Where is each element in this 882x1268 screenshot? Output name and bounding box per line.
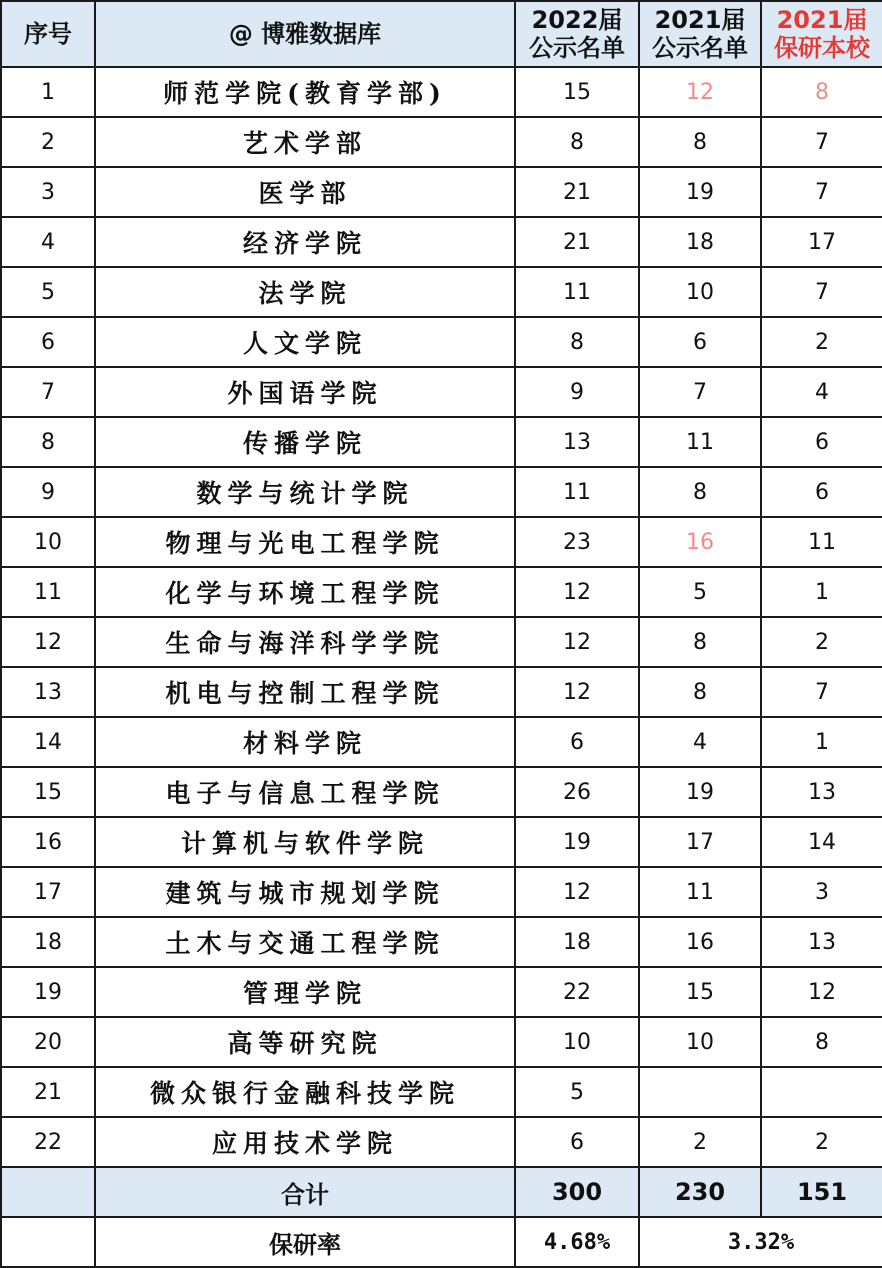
table-row bbox=[1, 767, 882, 817]
table-row bbox=[1, 867, 882, 917]
count-2021: 10 bbox=[639, 267, 761, 317]
department-name: 数学与统计学院 bbox=[95, 467, 515, 517]
count-2021-own-school: 8 bbox=[761, 67, 882, 117]
count-2021: 16 bbox=[639, 517, 761, 567]
row-number: 7 bbox=[1, 367, 95, 417]
row-number: 16 bbox=[1, 817, 95, 867]
total-2021-own: 151 bbox=[761, 1167, 882, 1217]
department-name: 高等研究院 bbox=[95, 1017, 515, 1067]
table-row bbox=[1, 267, 882, 317]
table-row bbox=[1, 117, 882, 167]
department-name: 材料学院 bbox=[95, 717, 515, 767]
count-2022: 12 bbox=[515, 567, 639, 617]
count-2022: 26 bbox=[515, 767, 639, 817]
count-2022: 21 bbox=[515, 167, 639, 217]
row-number: 20 bbox=[1, 1017, 95, 1067]
count-2021-own-school bbox=[761, 1067, 882, 1117]
count-2021-own-school: 11 bbox=[761, 517, 882, 567]
count-2021-own-school: 6 bbox=[761, 417, 882, 467]
header-2021-line1: 2021届 bbox=[654, 6, 746, 34]
total-empty-cell bbox=[1, 1167, 95, 1217]
count-2022: 10 bbox=[515, 1017, 639, 1067]
total-2021: 230 bbox=[639, 1167, 761, 1217]
department-name: 化学与环境工程学院 bbox=[95, 567, 515, 617]
count-2021: 11 bbox=[639, 867, 761, 917]
count-2021: 4 bbox=[639, 717, 761, 767]
count-2022: 21 bbox=[515, 217, 639, 267]
header-seq: 序号 bbox=[1, 1, 95, 67]
count-2021-own-school: 1 bbox=[761, 717, 882, 767]
row-number: 1 bbox=[1, 67, 95, 117]
department-name: 机电与控制工程学院 bbox=[95, 667, 515, 717]
table-row bbox=[1, 367, 882, 417]
count-2022: 18 bbox=[515, 917, 639, 967]
table-row bbox=[1, 167, 882, 217]
count-2021: 8 bbox=[639, 117, 761, 167]
count-2021: 2 bbox=[639, 1117, 761, 1167]
count-2021-own-school: 13 bbox=[761, 917, 882, 967]
count-2021-own-school: 6 bbox=[761, 467, 882, 517]
header-2021-own-line2: 保研本校 bbox=[774, 34, 870, 62]
table-row bbox=[1, 667, 882, 717]
count-2022: 6 bbox=[515, 717, 639, 767]
row-number: 10 bbox=[1, 517, 95, 567]
department-name: 法学院 bbox=[95, 267, 515, 317]
header-2021-list bbox=[639, 1, 761, 67]
department-name: 建筑与城市规划学院 bbox=[95, 867, 515, 917]
header-row bbox=[1, 1, 882, 67]
count-2021: 6 bbox=[639, 317, 761, 367]
department-name: 物理与光电工程学院 bbox=[95, 517, 515, 567]
row-number: 18 bbox=[1, 917, 95, 967]
count-2022: 23 bbox=[515, 517, 639, 567]
count-2021: 7 bbox=[639, 367, 761, 417]
row-number: 14 bbox=[1, 717, 95, 767]
rate-row bbox=[1, 1217, 882, 1267]
count-2021-own-school: 2 bbox=[761, 617, 882, 667]
count-2022: 8 bbox=[515, 117, 639, 167]
department-name: 生命与海洋科学学院 bbox=[95, 617, 515, 667]
count-2021: 5 bbox=[639, 567, 761, 617]
count-2021-own-school: 1 bbox=[761, 567, 882, 617]
rate-empty-cell bbox=[1, 1217, 95, 1267]
header-2021-own-line1: 2021届 bbox=[776, 6, 868, 34]
table-row bbox=[1, 717, 882, 767]
header-dept: @ 博雅数据库 bbox=[95, 1, 515, 67]
table-row bbox=[1, 1017, 882, 1067]
table-row bbox=[1, 317, 882, 367]
count-2021-own-school: 8 bbox=[761, 1017, 882, 1067]
department-name: 土木与交通工程学院 bbox=[95, 917, 515, 967]
department-name: 医学部 bbox=[95, 167, 515, 217]
table-row bbox=[1, 217, 882, 267]
department-name: 传播学院 bbox=[95, 417, 515, 467]
count-2021-own-school: 14 bbox=[761, 817, 882, 867]
count-2022: 12 bbox=[515, 867, 639, 917]
rate-label: 保研率 bbox=[95, 1217, 515, 1267]
count-2022: 13 bbox=[515, 417, 639, 467]
row-number: 13 bbox=[1, 667, 95, 717]
table-row bbox=[1, 617, 882, 667]
department-name: 微众银行金融科技学院 bbox=[95, 1067, 515, 1117]
table-row bbox=[1, 817, 882, 867]
count-2022: 15 bbox=[515, 67, 639, 117]
total-row bbox=[1, 1167, 882, 1217]
count-2021-own-school: 2 bbox=[761, 1117, 882, 1167]
total-label: 合计 bbox=[95, 1167, 515, 1217]
row-number: 3 bbox=[1, 167, 95, 217]
count-2021: 8 bbox=[639, 617, 761, 667]
count-2021-own-school: 17 bbox=[761, 217, 882, 267]
count-2021-own-school: 7 bbox=[761, 267, 882, 317]
table-row bbox=[1, 467, 882, 517]
count-2021: 19 bbox=[639, 767, 761, 817]
header-2021-own-school bbox=[761, 1, 882, 67]
header-2022-line1: 2022届 bbox=[531, 6, 623, 34]
count-2021: 8 bbox=[639, 667, 761, 717]
table-row bbox=[1, 417, 882, 467]
table-row bbox=[1, 1067, 882, 1117]
department-name: 师范学院(教育学部) bbox=[95, 67, 515, 117]
count-2021-own-school: 2 bbox=[761, 317, 882, 367]
department-name: 经济学院 bbox=[95, 217, 515, 267]
count-2021: 16 bbox=[639, 917, 761, 967]
count-2021-own-school: 12 bbox=[761, 967, 882, 1017]
row-number: 2 bbox=[1, 117, 95, 167]
row-number: 9 bbox=[1, 467, 95, 517]
count-2022: 5 bbox=[515, 1067, 639, 1117]
count-2021-own-school: 3 bbox=[761, 867, 882, 917]
rate-2021: 3.32% bbox=[639, 1217, 882, 1267]
count-2021: 10 bbox=[639, 1017, 761, 1067]
count-2021: 15 bbox=[639, 967, 761, 1017]
count-2021-own-school: 7 bbox=[761, 667, 882, 717]
count-2021 bbox=[639, 1067, 761, 1117]
count-2021: 12 bbox=[639, 67, 761, 117]
row-number: 4 bbox=[1, 217, 95, 267]
count-2021: 17 bbox=[639, 817, 761, 867]
row-number: 17 bbox=[1, 867, 95, 917]
table-row bbox=[1, 967, 882, 1017]
header-2022-line2: 公示名单 bbox=[529, 34, 625, 62]
table-row bbox=[1, 917, 882, 967]
count-2022: 12 bbox=[515, 617, 639, 667]
count-2022: 11 bbox=[515, 467, 639, 517]
table-row bbox=[1, 567, 882, 617]
count-2021-own-school: 4 bbox=[761, 367, 882, 417]
row-number: 6 bbox=[1, 317, 95, 367]
count-2022: 8 bbox=[515, 317, 639, 367]
count-2022: 6 bbox=[515, 1117, 639, 1167]
total-2022: 300 bbox=[515, 1167, 639, 1217]
department-name: 艺术学部 bbox=[95, 117, 515, 167]
department-name: 计算机与软件学院 bbox=[95, 817, 515, 867]
count-2021: 18 bbox=[639, 217, 761, 267]
count-2022: 22 bbox=[515, 967, 639, 1017]
header-2021-line2: 公示名单 bbox=[652, 34, 748, 62]
count-2022: 9 bbox=[515, 367, 639, 417]
row-number: 5 bbox=[1, 267, 95, 317]
row-number: 12 bbox=[1, 617, 95, 667]
count-2021: 19 bbox=[639, 167, 761, 217]
count-2021-own-school: 7 bbox=[761, 117, 882, 167]
row-number: 15 bbox=[1, 767, 95, 817]
department-name: 电子与信息工程学院 bbox=[95, 767, 515, 817]
header-2022-list bbox=[515, 1, 639, 67]
rate-2022: 4.68% bbox=[515, 1217, 639, 1267]
department-name: 管理学院 bbox=[95, 967, 515, 1017]
table-row bbox=[1, 67, 882, 117]
count-2021: 8 bbox=[639, 467, 761, 517]
department-name: 外国语学院 bbox=[95, 367, 515, 417]
row-number: 21 bbox=[1, 1067, 95, 1117]
count-2021: 11 bbox=[639, 417, 761, 467]
row-number: 19 bbox=[1, 967, 95, 1017]
row-number: 8 bbox=[1, 417, 95, 467]
count-2022: 11 bbox=[515, 267, 639, 317]
count-2022: 19 bbox=[515, 817, 639, 867]
row-number: 22 bbox=[1, 1117, 95, 1167]
department-name: 应用技术学院 bbox=[95, 1117, 515, 1167]
count-2021-own-school: 7 bbox=[761, 167, 882, 217]
row-number: 11 bbox=[1, 567, 95, 617]
count-2021-own-school: 13 bbox=[761, 767, 882, 817]
table-row bbox=[1, 1117, 882, 1167]
department-name: 人文学院 bbox=[95, 317, 515, 367]
count-2022: 12 bbox=[515, 667, 639, 717]
table-row bbox=[1, 517, 882, 567]
